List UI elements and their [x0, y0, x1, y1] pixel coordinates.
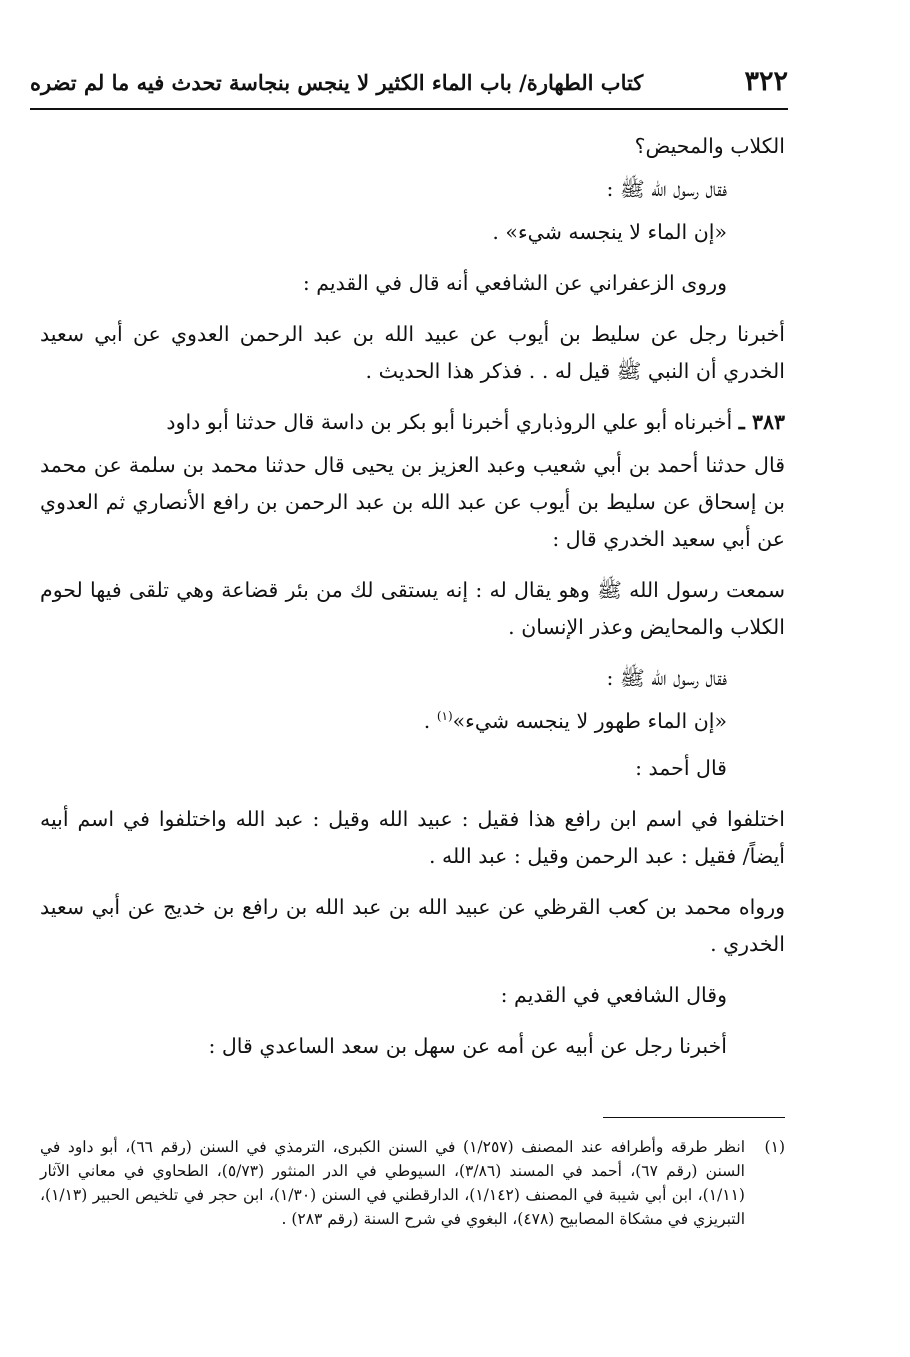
page-header — [30, 64, 788, 108]
running-title: كتاب الطهارة/ باب الماء الكثير لا ينجس بنجاسة تحدث فيه ما لم تضره — [30, 70, 644, 95]
page-number: ٣٢٢ — [744, 66, 788, 97]
quote-text: «إن الماء طهور لا ينجسه شيء» — [452, 709, 727, 733]
paragraph: «إن الماء لا ينجسه شيء» . — [492, 220, 727, 244]
main-text — [40, 128, 785, 1079]
paragraph: الكلاب والمحيض؟ — [634, 134, 785, 158]
footnote-marker: (١) — [436, 709, 453, 724]
footnote-rule — [603, 1117, 785, 1118]
quote-with-footnote — [40, 703, 785, 740]
paragraph: قال حدثنا أحمد بن أبي شعيب وعبد العزيز بن يحيى قال حدثنا محمد بن سلمة عن محمد بن إسحاق عن سليط بن أيوب عن عبد الله بن عبد الرحمن بن رافع الأنصاري ثم العدوي عن أبي سعيد الخدري قال : — [40, 453, 785, 551]
hadith-lead-text: أخبرناه أبو علي الروذباري أخبرنا أبو بكر بن داسة قال حدثنا أبو داود — [166, 410, 733, 434]
footnote — [40, 1135, 785, 1231]
footnotes — [40, 1135, 785, 1231]
paragraph: أخبرنا رجل عن أبيه عن أمه عن سهل بن سعد الساعدي قال : — [208, 1034, 727, 1058]
hadith-number: ٣٨٣ ـ — [738, 410, 785, 434]
paragraph: فقال رسول الله ﷺ : — [606, 666, 727, 690]
footnote-number: (١) — [764, 1138, 785, 1156]
header-rule — [30, 108, 788, 110]
paragraph: ورواه محمد بن كعب القرظي عن عبيد الله بن عبد الله بن رافع بن خديج عن أبي سعيد الخدري . — [40, 895, 785, 956]
paragraph: وقال الشافعي في القديم : — [500, 983, 727, 1007]
footnote-text: انظر طرقه وأطرافه عند المصنف (١/٢٥٧) في السنن الكبرى، الترمذي في السنن (رقم ٦٦)، أبو داود في السنن (رقم ٦٧)، أحمد في المسند (٣/٨٦)، السيوطي في الدر المنثور (٥/٧٣)، الطحاوي في معاني الآثار (١/١١)، ابن أبي شيبة في المصنف (١/١٤٢)، الدارقطني في السنن (١/٣٠)، ابن حجر في تلخيص الحبير (١/١٣)، التبريزي في مشكاة المصابيح (٤٧٨)، البغوي في شرح السنة (رقم ٢٨٣) . — [40, 1138, 746, 1228]
quote-end: . — [423, 709, 437, 733]
paragraph: قال أحمد : — [635, 756, 727, 780]
paragraph: فقال رسول الله ﷺ : — [606, 177, 727, 201]
paragraph: اختلفوا في اسم ابن رافع هذا فقيل : عبيد الله وقيل : عبد الله واختلفوا في اسم أبيه أيضاً/ فقيل : عبد الرحمن وقيل : عبد الله . — [40, 807, 785, 868]
hadith-lead — [40, 404, 785, 441]
paragraph: سمعت رسول الله ﷺ وهو يقال له : إنه يستقى لك من بئر قضاعة وهي تلقى فيها لحوم الكلاب والمحايض وعذر الإنسان . — [40, 578, 785, 639]
paragraph: وروى الزعفراني عن الشافعي أنه قال في القديم : — [302, 271, 727, 295]
paragraph: أخبرنا رجل عن سليط بن أيوب عن عبيد الله بن عبد الرحمن العدوي عن أبي سعيد الخدري أن النبي ﷺ قيل له . . فذكر هذا الحديث . — [40, 322, 785, 383]
